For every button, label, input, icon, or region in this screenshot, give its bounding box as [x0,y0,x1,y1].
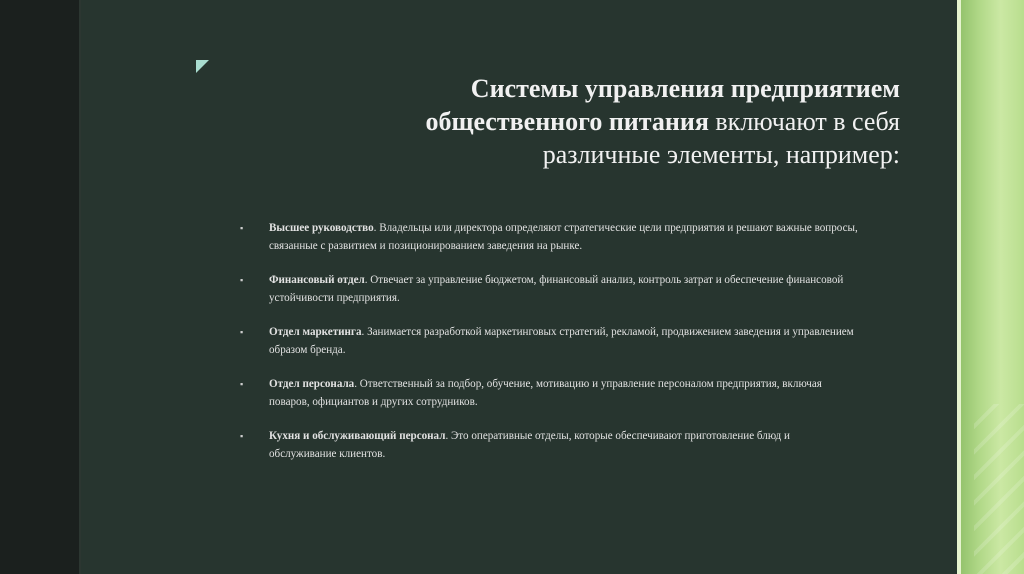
decorative-stripes [974,404,1024,574]
title-normal-part: включают в себя [708,107,900,136]
bullet-term: Финансовый отдел [269,274,365,286]
list-item [240,272,860,307]
bullet-term: Высшее руководство [269,222,374,234]
bullet-marker-icon: ▪ [240,327,244,337]
list-item [240,324,860,359]
slide-title [300,72,900,171]
list-item [240,428,860,463]
bullet-text: . Это оперативные отделы, которые обеспечивают приготовление блюд и обслуживание клиентов. [269,430,790,460]
list-item [240,220,860,255]
bullet-text: . Владельцы или директора определяют стратегические цели предприятия и решают важные вопросы, связанные с развитием и позиционированием заведения на рынке. [269,222,858,252]
decorative-green-band [957,0,1024,574]
bullet-text: . Занимается разработкой маркетинговых стратегий, рекламой, продвижением заведения и управлением образом бренда. [269,326,854,356]
bullet-term: Отдел маркетинга [269,326,362,338]
bullet-text: . Отвечает за управление бюджетом, финансовый анализ, контроль затрат и обеспечение финансовой устойчивости предприятия. [269,274,844,304]
bullet-marker-icon: ▪ [240,431,244,441]
bullet-marker-icon: ▪ [240,275,244,285]
left-frame-strip [0,0,79,574]
bullet-term: Отдел персонала [269,378,355,390]
title-bold-line-2: общественного питания [425,107,709,136]
title-bold-line-1: Системы управления предприятием [470,74,900,103]
corner-triangle-icon [196,60,209,73]
bullet-list [240,220,860,480]
bullet-term: Кухня и обслуживающий персонал [269,430,446,442]
bullet-marker-icon: ▪ [240,223,244,233]
list-item [240,376,860,411]
title-line-3: различные элементы, например: [542,140,900,169]
bullet-text: . Ответственный за подбор, обучение, мотивацию и управление персоналом предприятия, включая поваров, официантов и других сотрудников. [269,378,822,408]
bullet-marker-icon: ▪ [240,379,244,389]
